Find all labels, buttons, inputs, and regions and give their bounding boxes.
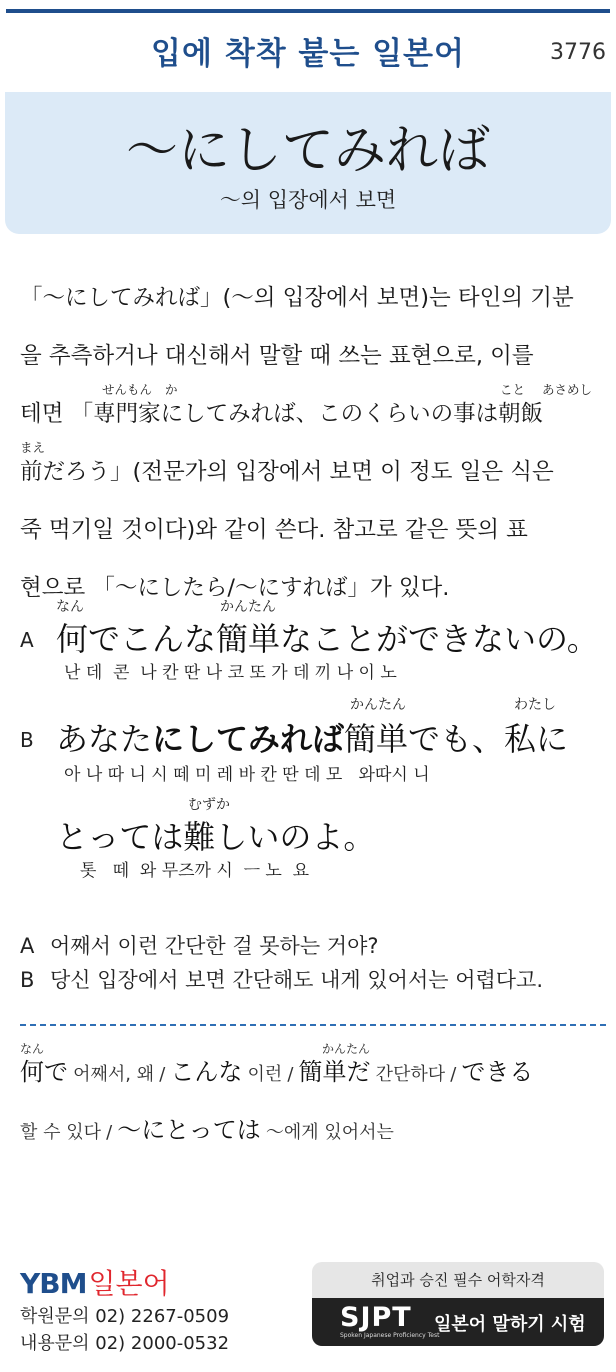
explanation-line: 현으로 「～にしたら/～にすれば」가 있다. [20,575,450,601]
ruby: なん [20,1042,45,1056]
translation-a: A 어째서 이런 간단한 걸 못하는 거야? [20,934,379,958]
title-box [5,92,611,234]
ruby: かんたん [322,1042,371,1056]
explanation-line: 「～にしてみれば」(～의 입장에서 보면)는 타인의 기분 [20,285,574,311]
sjpt-bar [312,1298,604,1346]
explanation-line: 을 추측하거나 대신해서 말할 때 쓰는 표현으로, 이를 [20,343,534,369]
top-rule [6,9,610,13]
ruby: なん [56,599,84,615]
speaker-label: A [20,628,34,652]
pronunciation: 난 데 콘 나 칸 딴 나 코 또 가 데 끼 나 이 노 [64,663,397,683]
ruby: かんたん [220,599,276,615]
explanation-line: まえ 前だろう」(전문가의 입장에서 보면 이 정도 일은 식은 [20,440,554,485]
pronunciation: 톳 떼 와 무즈까 시 ㅡ 노 요 [80,861,310,881]
dialogue-line: とっては難しいのよ。 [56,818,376,856]
ruby: むずか [188,797,230,813]
ybm-logo: YBM일본어 [20,1267,170,1300]
pronunciation: 아 나 따 니 시 떼 미 레 바 칸 딴 데 모 와따시 니 [64,765,430,785]
vocab-line: 할 수 있다 / ～にとっては ～에게 있어서는 [20,1116,394,1144]
sjpt-logo: SJPT [340,1302,412,1333]
speaker-label: B [20,728,34,752]
ruby: わたし [514,697,556,713]
highlighted-expression: にしてみれば [152,720,345,758]
explanation-line: 죽 먹기일 것이다)와 같이 쓴다. 참고로 같은 뜻의 표 [20,517,528,543]
ruby: こと [500,382,526,397]
issue-number: 3776 [550,40,606,65]
ruby: かんたん [350,697,406,713]
contact-content: 내용문의 02) 2000-0532 [20,1333,230,1354]
contact-academy: 학원문의 02) 2267-0509 [20,1306,230,1327]
expression-title: ～にしてみれば [125,121,490,181]
ruby: か [165,382,178,397]
series-title: 입에 착착 붙는 일본어 [151,36,465,72]
ruby: せんもん [102,382,153,397]
ruby: あさめし [542,382,593,397]
dialogue-line: あなたにしてみれば簡単でも、私に [56,720,569,758]
ruby: まえ [20,440,46,455]
sjpt-name: 일본어 말하기 시험 [434,1314,586,1335]
explanation [20,262,598,610]
translation-b: B 당신 입장에서 보면 간단해도 내게 있어서는 어렵다고. [20,968,544,992]
sjpt-banner [312,1262,604,1360]
divider [20,1024,606,1026]
dialogue-line: 何でこんな簡単なことができないの。 [56,620,599,658]
sjpt-subtitle: Spoken Japanese Proficiency Test [340,1332,440,1339]
explanation-line: せんもん か こと あさめし 테면 「専門家にしてみれば、このくらいの事は朝飯 [20,382,593,427]
vocab-line: なん かんたん 何で 어째서, 왜 / こんな 이런 / 簡単だ 간단하다 / できる [20,1042,534,1086]
expression-meaning: ～의 입장에서 보면 [219,188,397,212]
sjpt-tagline: 취업과 승진 필수 어학자격 [312,1262,604,1298]
